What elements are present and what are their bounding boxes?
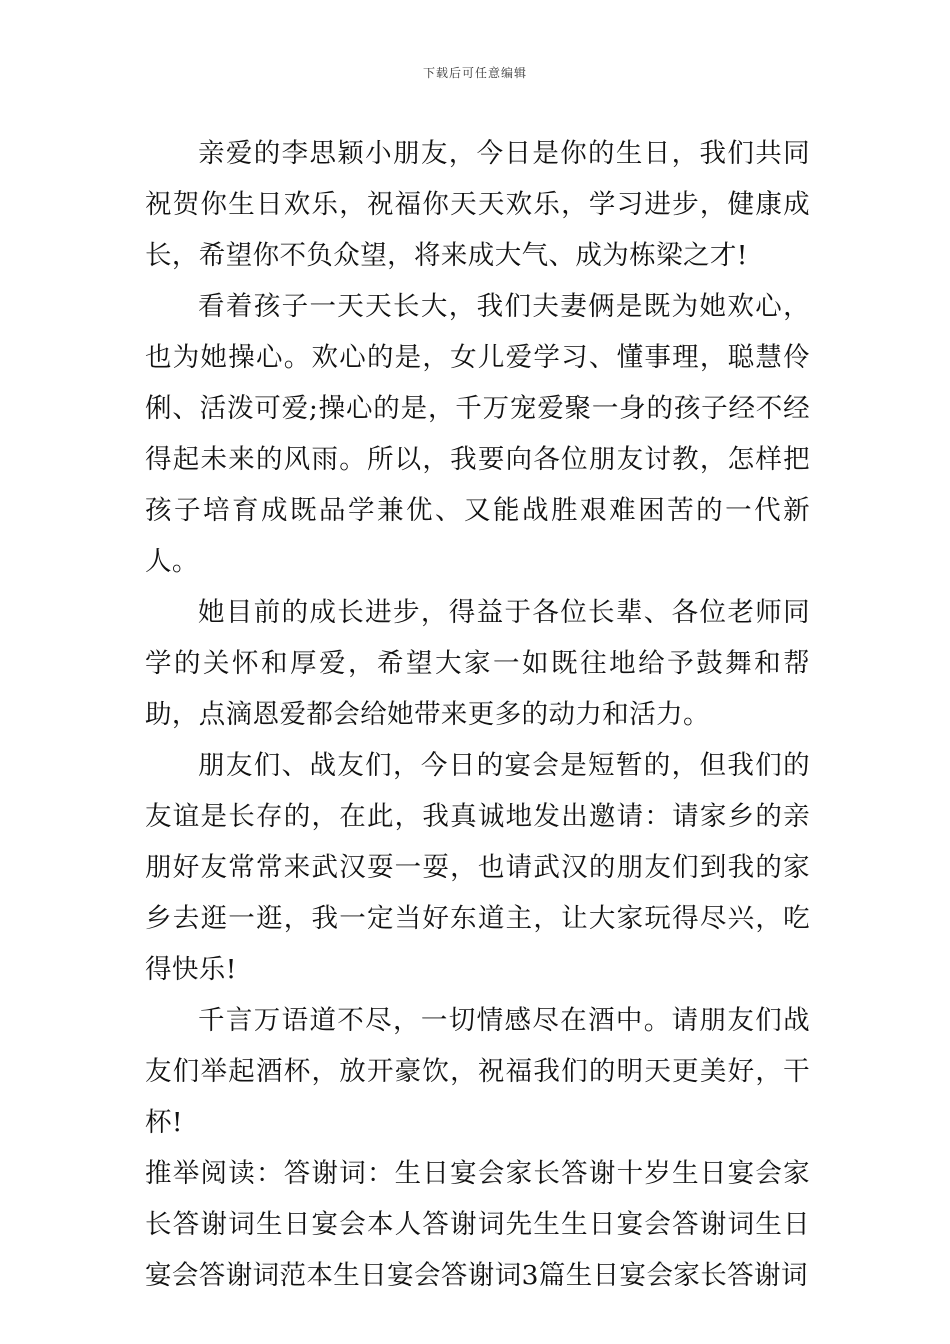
paragraph-thanks-elders: 她目前的成长进步，得益于各位长辈、各位老师同学的关怀和厚爱，希望大家一如既往地给予鼓舞和帮助，点滴恩爱都会给她带来更多的动力和活力。 (145, 597, 810, 730)
recommended-reading: 推举阅读：答谢词：生日宴会家长答谢十岁生日宴会家长答谢词生日宴会本人答谢词先生生日宴会答谢词生日宴会答谢词范本生日宴会答谢词3篇生日宴会家长答谢词 (145, 1158, 810, 1291)
paragraph-invitation: 朋友们、战友们，今日的宴会是短暂的，但我们的友谊是长存的，在此，我真诚地发出邀请：请家乡的亲朋好友常常来武汉耍一耍，也请武汉的朋友们到我的家乡去逛一逛，我一定当好东道主，让大家玩得尽兴，吃得快乐! (145, 750, 810, 985)
paragraph-birthday-wishes: 亲爱的李思颖小朋友，今日是你的生日，我们共同祝贺你生日欢乐，祝福你天天欢乐，学习进步，健康成长，希望你不负众望，将来成大气、成为栋梁之才! (145, 138, 810, 271)
paragraph-toast: 千言万语道不尽，一切情感尽在酒中。请朋友们战友们举起酒杯，放开豪饮，祝福我们的明天更美好，干杯! (145, 1005, 810, 1138)
paragraph-parents-feelings: 看着孩子一天天长大，我们夫妻俩是既为她欢心，也为她操心。欢心的是，女儿爱学习、懂事理，聪慧伶俐、活泼可爱;操心的是，千万宠爱聚一身的孩子经不经得起未来的风雨。所以，我要向各位朋友讨教，怎样把孩子培育成既品学兼优、又能战胜艰难困苦的一代新人。 (145, 291, 810, 577)
header-note: 下载后可任意编辑 (422, 66, 527, 80)
document-body (145, 128, 810, 1301)
